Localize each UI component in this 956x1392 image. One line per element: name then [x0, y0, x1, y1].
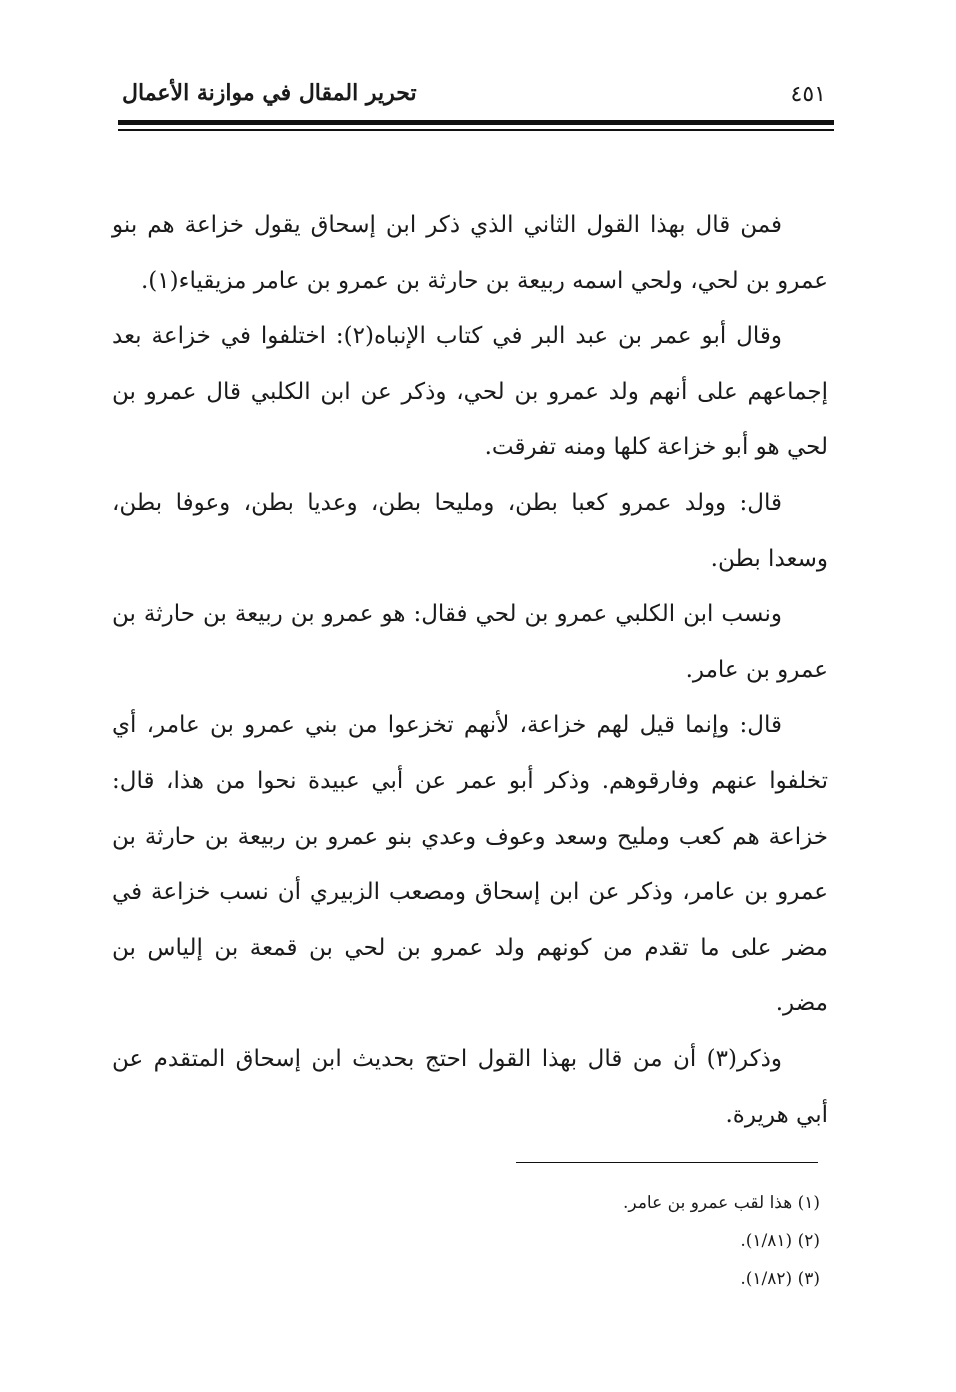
- paragraph: فمن قال بهذا القول الثاني الذي ذكر ابن إسحاق يقول خزاعة هم بنو عمرو بن لحي، ولحي اسمه ربيعة بن حارثة بن عمرو بن عامر مزيقياء(١).: [112, 212, 828, 294]
- footnotes: [480, 1184, 820, 1298]
- paragraph: ونسب ابن الكلبي عمرو بن لحي فقال: هو عمرو بن ربيعة بن حارثة بن عمرو بن عامر.: [112, 601, 828, 683]
- footnote-separator: [516, 1162, 818, 1163]
- page-header: [118, 74, 834, 114]
- body-text: [112, 198, 828, 1143]
- footnote: (٣) (١/٨٢).: [740, 1269, 820, 1289]
- header-rule-thick: [118, 120, 834, 125]
- paragraph: قال: وولد عمرو كعبا بطن، ومليحا بطن، وعديا بطن، وعوفا بطن، وسعدا بطن.: [112, 489, 828, 572]
- footnote: (٢) (١/٨١).: [740, 1231, 820, 1251]
- paragraph: وقال أبو عمر بن عبد البر في كتاب الإنباه(٢): اختلفوا في خزاعة بعد إجماعهم على أنهم ولد عمرو بن لحي، وذكر عن ابن الكلبي قال عمرو بن لحي هو أبو خزاعة كلها ومنه تفرقت.: [112, 323, 828, 461]
- running-title: تحرير المقال في موازنة الأعمال: [122, 80, 417, 106]
- paragraph: قال: وإنما قيل لهم خزاعة، لأنهم تخزعوا من بني عمرو بن عامر، أي تخلفوا عنهم وفارقوهم. وذكر أبو عمر عن أبي عبيدة نحوا من هذا، قال: خزاعة هم كعب ومليح وسعد وعوف وعدي بنو عمرو بن ربيعة بن حارثة بن عمرو بن عامر، وذكر عن ابن إسحاق ومصعب الزبيري أن نسب خزاعة في مضر على ما تقدم من كونهم ولد عمرو بن لحي بن قمعة بن إلياس بن مضر.: [112, 712, 828, 1017]
- page-number: ٤٥١: [790, 82, 826, 107]
- footnote: (١) هذا لقب عمرو بن عامر.: [623, 1193, 820, 1213]
- header-rule-thin: [118, 129, 834, 131]
- paragraph: وذكر(٣) أن من قال بهذا القول احتج بحديث ابن إسحاق المتقدم عن أبي هريرة.: [112, 1045, 828, 1128]
